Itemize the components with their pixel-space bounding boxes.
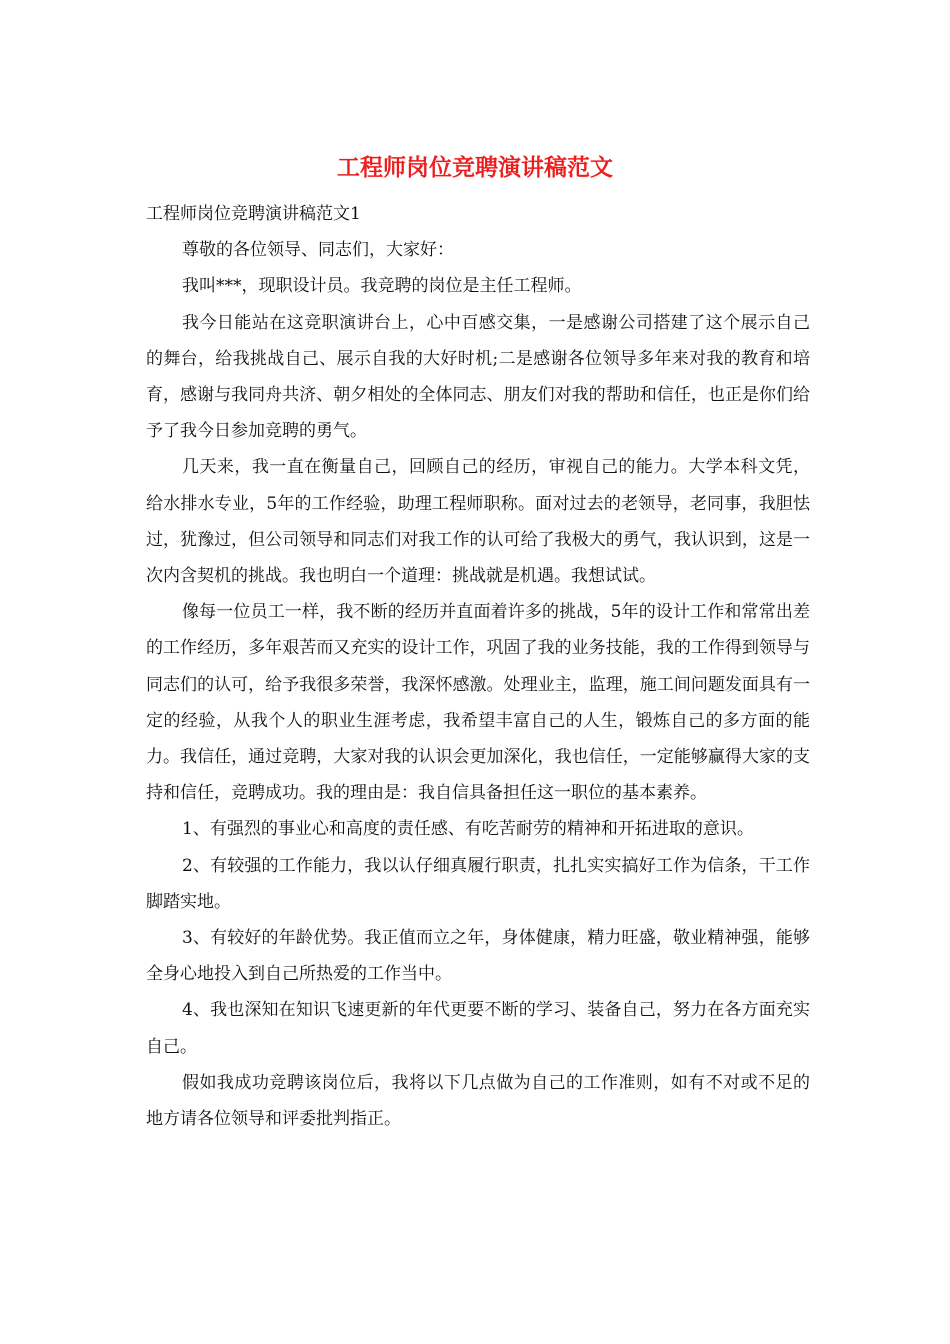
list-item-reason-4: 4、我也深知在知识飞速更新的年代更要不断的学习、装备自己，努力在各方面充实自己。 — [146, 1000, 810, 1057]
document-body — [146, 196, 810, 1137]
paragraph-gratitude: 我今日能站在这竞职演讲台上，心中百感交集，一是感谢公司搭建了这个展示自己的舞台，给我挑战自己、展示自我的大好时机;二是感谢各位领导多年来对我的教育和培育，感谢与我同舟共济、朝夕相处的全体同志、朋友们对我的帮助和信任，也正是你们给予了我今日参加竞聘的勇气。 — [146, 312, 810, 442]
paragraph-work-principles: 假如我成功竞聘该岗位后，我将以下几点做为自己的工作准则，如有不对或不足的地方请各位领导和评委批判指正。 — [146, 1072, 810, 1130]
list-item-reason-1: 1、有强烈的事业心和高度的责任感、有吃苦耐劳的精神和开拓进取的意识。 — [182, 819, 754, 840]
paragraph-self-assessment: 几天来，我一直在衡量自己，回顾自己的经历，审视自己的能力。大学本科文凭，给水排水专业，5年的工作经验，助理工程师职称。面对过去的老领导，老同事，我胆怯过，犹豫过，但公司领导和同志们对我工作的认可给了我极大的勇气，我认识到，这是一次内含契机的挑战。我也明白一个道理：挑战就是机遇。我想试试。 — [146, 457, 810, 587]
paragraph-experience: 像每一位员工一样，我不断的经历并直面着许多的挑战，5年的设计工作和常常出差的工作经历，多年艰苦而又充实的设计工作，巩固了我的业务技能，我的工作得到领导与同志们的认可，给予我很多荣誉，我深怀感激。处理业主，监理，施工间问题发面具有一定的经验，从我个人的职业生涯考虑，我希望丰富自己的人生，锻炼自己的多方面的能力。我信任，通过竞聘，大家对我的认识会更加深化，我也信任，一定能够赢得大家的支持和信任，竞聘成功。我的理由是：我自信具备担任这一职位的基本素养。 — [146, 602, 810, 804]
paragraph-greeting: 尊敬的各位领导、同志们，大家好： — [182, 240, 454, 261]
list-item-reason-2: 2、有较强的工作能力，我以认仔细真履行职责，扎扎实实搞好工作为信条，干工作脚踏实地。 — [146, 855, 810, 912]
section-heading: 工程师岗位竞聘演讲稿范文1 — [146, 204, 361, 224]
document-title: 工程师岗位竞聘演讲稿范文 — [337, 154, 613, 181]
paragraph-introduction: 我叫***，现职设计员。我竞聘的岗位是主任工程师。 — [182, 276, 582, 297]
list-item-reason-3: 3、有较好的年龄优势。我正值而立之年，身体健康，精力旺盛，敬业精神强，能够全身心地投入到自己所热爱的工作当中。 — [146, 928, 810, 985]
